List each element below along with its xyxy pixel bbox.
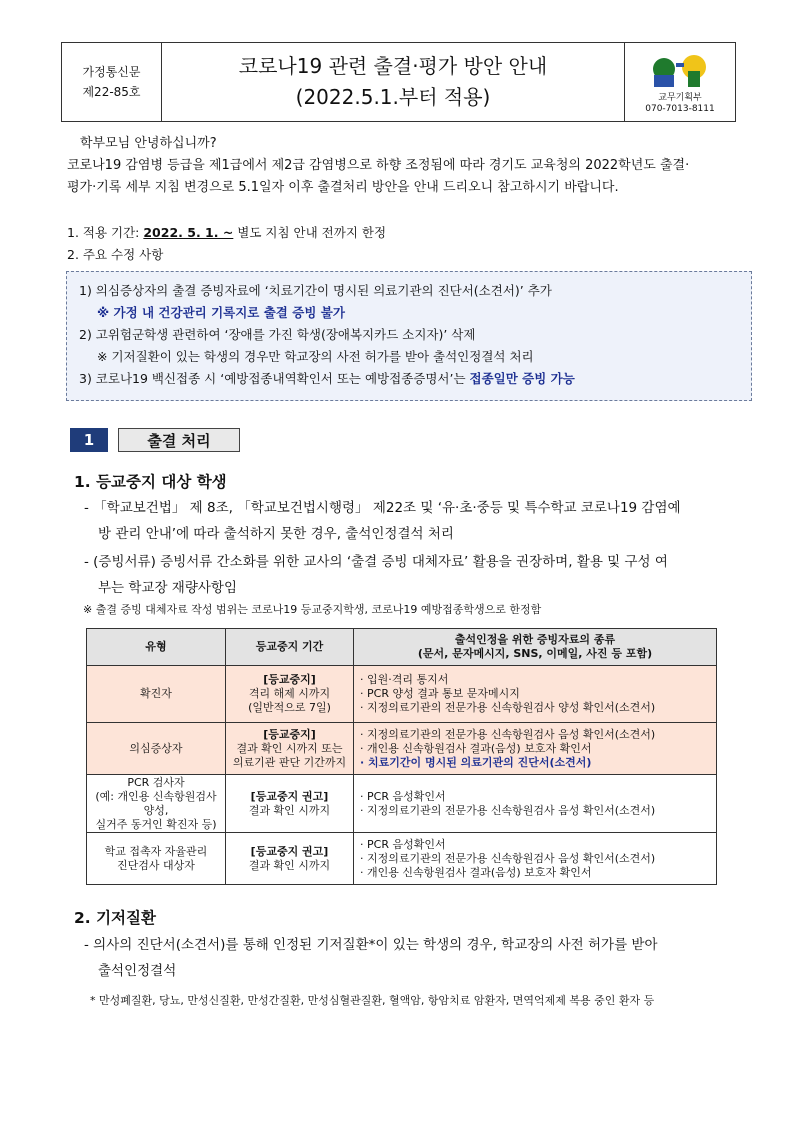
change-1: 1) 의심증상자의 출결 증빙자료에 ‘치료기간이 명시된 의료기관의 진단서(소견서)’ 추가 <box>79 283 552 298</box>
doc-number: 제22-85호 <box>82 85 141 99</box>
table-row <box>87 775 717 833</box>
table-row <box>87 723 717 775</box>
evidence-table <box>86 628 717 885</box>
row-type <box>87 775 226 833</box>
intro-line-1: 코로나19 감염병 등급을 제1급에서 제2급 감염병으로 하향 조정됨에 따라 경기도 교육청의 2022학년도 출결· <box>67 158 690 173</box>
row-type: 확진자 <box>87 666 226 723</box>
period-rest: 별도 지침 안내 전까지 한정 <box>233 225 387 240</box>
doc-item: · 입원·격리 통지서 <box>360 673 710 687</box>
changes-box <box>66 271 752 401</box>
col-period: 등교중지 기간 <box>226 629 354 666</box>
s2-p1a: - 의사의 진단서(소견서)를 통해 인정된 기저질환*이 있는 학생의 경우, 학교장의 사전 허가를 받아 <box>84 937 658 953</box>
col-docs-title: 출석인정을 위한 증빙자료의 종류 <box>454 633 616 646</box>
table-row <box>87 833 717 885</box>
s2-p1b: 출석인정결석 <box>98 963 177 979</box>
page-subtitle: (2022.5.1.부터 적용) <box>295 85 491 109</box>
section-heading <box>70 428 240 452</box>
row-period <box>226 775 354 833</box>
doc-item: · PCR 음성확인서 <box>360 790 710 804</box>
doc-item: · 지정의료기관의 전문가용 신속항원검사 음성 확인서(소견서) <box>360 852 710 866</box>
period-tag: [등교중지] <box>263 727 316 741</box>
doc-type-cell <box>62 43 162 121</box>
col-docs-sub: (문서, 문자메시지, SNS, 이메일, 사진 등 포함) <box>417 647 653 660</box>
period-line: 결과 확인 시까지 <box>248 858 331 872</box>
dept-phone: 070-7013-8111 <box>645 104 715 114</box>
s1-heading: 1. 등교중지 대상 학생 <box>74 473 227 491</box>
doc-item: · 개인용 신속항원검사 결과(음성) 보호자 확인서 <box>360 866 710 880</box>
col-docs <box>354 629 717 666</box>
row-type: 의심증상자 <box>87 723 226 775</box>
change-1-note: ※ 가정 내 건강관리 기록지로 출결 증빙 불가 <box>97 305 345 320</box>
period-tag: [등교중지 권고] <box>250 789 329 803</box>
type-line: (예: 개인용 신속항원검사 양성, <box>95 789 217 817</box>
change-2-note: ※ 기저질환이 있는 학생의 경우만 학교장의 사전 허가를 받아 출석인정결석 처리 <box>97 349 534 364</box>
section-number: 1 <box>70 428 108 452</box>
row-docs <box>354 723 717 775</box>
row-period <box>226 723 354 775</box>
apply-period <box>67 222 386 266</box>
period-line: 격리 해제 시까지 <box>248 687 331 700</box>
intro-line-2: 평가·기록 세부 지침 변경으로 5.1일자 이후 출결처리 방안을 안내 드리오니 참고하시기 바랍니다. <box>67 180 619 195</box>
period-tag: [등교중지] <box>263 673 316 686</box>
change-3-emph: 접종일만 증빙 가능 <box>469 371 575 386</box>
row-period <box>226 666 354 723</box>
change-2: 2) 고위험군학생 관련하여 ‘장애를 가진 학생(장애복지카드 소지자)’ 삭제 <box>79 327 476 342</box>
col-type: 유형 <box>87 629 226 666</box>
doc-type: 가정통신문 <box>82 65 141 79</box>
intro-paragraph <box>67 133 747 199</box>
period-date: 2022. 5. 1. ~ <box>143 225 234 240</box>
s1-p2b: 부는 학교장 재량사항임 <box>98 580 237 596</box>
changes-heading: 2. 주요 수정 사항 <box>67 247 164 262</box>
s1-note: ※ 출결 증빙 대체자료 작성 범위는 코로나19 등교중지학생, 코로나19 예방접종학생으로 한정함 <box>83 603 542 616</box>
row-docs <box>354 833 717 885</box>
s1-p1b: 방 관리 안내’에 따라 출석하지 못한 경우, 출석인정결석 처리 <box>98 526 454 542</box>
change-3-text: 3) 코로나19 백신접종 시 ‘예방접종내역확인서 또는 예방접종증명서’는 <box>79 371 470 386</box>
s2-heading: 2. 기저질환 <box>74 909 156 927</box>
period-tag: [등교중지 권고] <box>250 844 329 858</box>
row-docs <box>354 666 717 723</box>
school-logo-icon <box>650 53 710 89</box>
doc-item: · 지정의료기관의 전문가용 신속항원검사 음성 확인서(소견서) <box>360 804 710 818</box>
s1-para <box>84 495 736 601</box>
period-line: (일반적으로 7일) <box>248 701 331 714</box>
table-header-row <box>87 629 717 666</box>
doc-item: · 지정의료기관의 전문가용 신속항원검사 음성 확인서(소견서) <box>360 728 710 742</box>
period-line: 결과 확인 시까지 <box>248 803 331 817</box>
type-line: PCR 검사자 <box>127 775 185 789</box>
type-line: 실거주 동거인 확진자 등) <box>95 817 217 831</box>
doc-item: · PCR 양성 결과 통보 문자메시지 <box>360 687 710 701</box>
table-row <box>87 666 717 723</box>
s1-p2a: - (증빙서류) 증빙서류 간소화를 위한 교사의 ‘출결 증빙 대체자료’ 활용을 권장하며, 활용 및 구성 여 <box>84 554 668 570</box>
page-title: 코로나19 관련 출결·평가 방안 안내 <box>238 54 548 78</box>
period-line: 의료기관 판단 기간까지 <box>232 755 347 769</box>
doc-item-highlight: · 치료기간이 명시된 의료기관의 진단서(소견서) <box>360 756 710 770</box>
type-line: 학교 접촉자 자율관리 <box>104 844 208 858</box>
greeting: 학부모님 안녕하십니까? <box>80 136 217 151</box>
row-type <box>87 833 226 885</box>
s2-note: * 만성폐질환, 당뇨, 만성신질환, 만성간질환, 만성심혈관질환, 혈액암, 항암치료 암환자, 면역억제제 복용 중인 환자 등 <box>90 994 655 1007</box>
change-3 <box>79 368 739 390</box>
dept-name: 교무기획부 <box>658 93 702 103</box>
s2-para <box>84 932 736 984</box>
document-header <box>61 42 736 122</box>
type-line: 진단검사 대상자 <box>117 858 195 872</box>
period-line: 결과 확인 시까지 또는 <box>236 741 343 755</box>
row-period <box>226 833 354 885</box>
s1-p1a: - 「학교보건법」 제 8조, 「학교보건법시행령」 제22조 및 ‘유·초·중등 및 특수학교 코로나19 감염예 <box>84 500 681 516</box>
doc-item: · 개인용 신속항원검사 결과(음성) 보호자 확인서 <box>360 742 710 756</box>
period-label: 1. 적용 기간: <box>67 225 144 240</box>
section-title: 출결 처리 <box>118 428 240 452</box>
row-docs <box>354 775 717 833</box>
doc-item: · PCR 음성확인서 <box>360 838 710 852</box>
dept-cell <box>624 43 735 121</box>
title-cell <box>162 43 624 121</box>
doc-item: · 지정의료기관의 전문가용 신속항원검사 양성 확인서(소견서) <box>360 701 710 715</box>
